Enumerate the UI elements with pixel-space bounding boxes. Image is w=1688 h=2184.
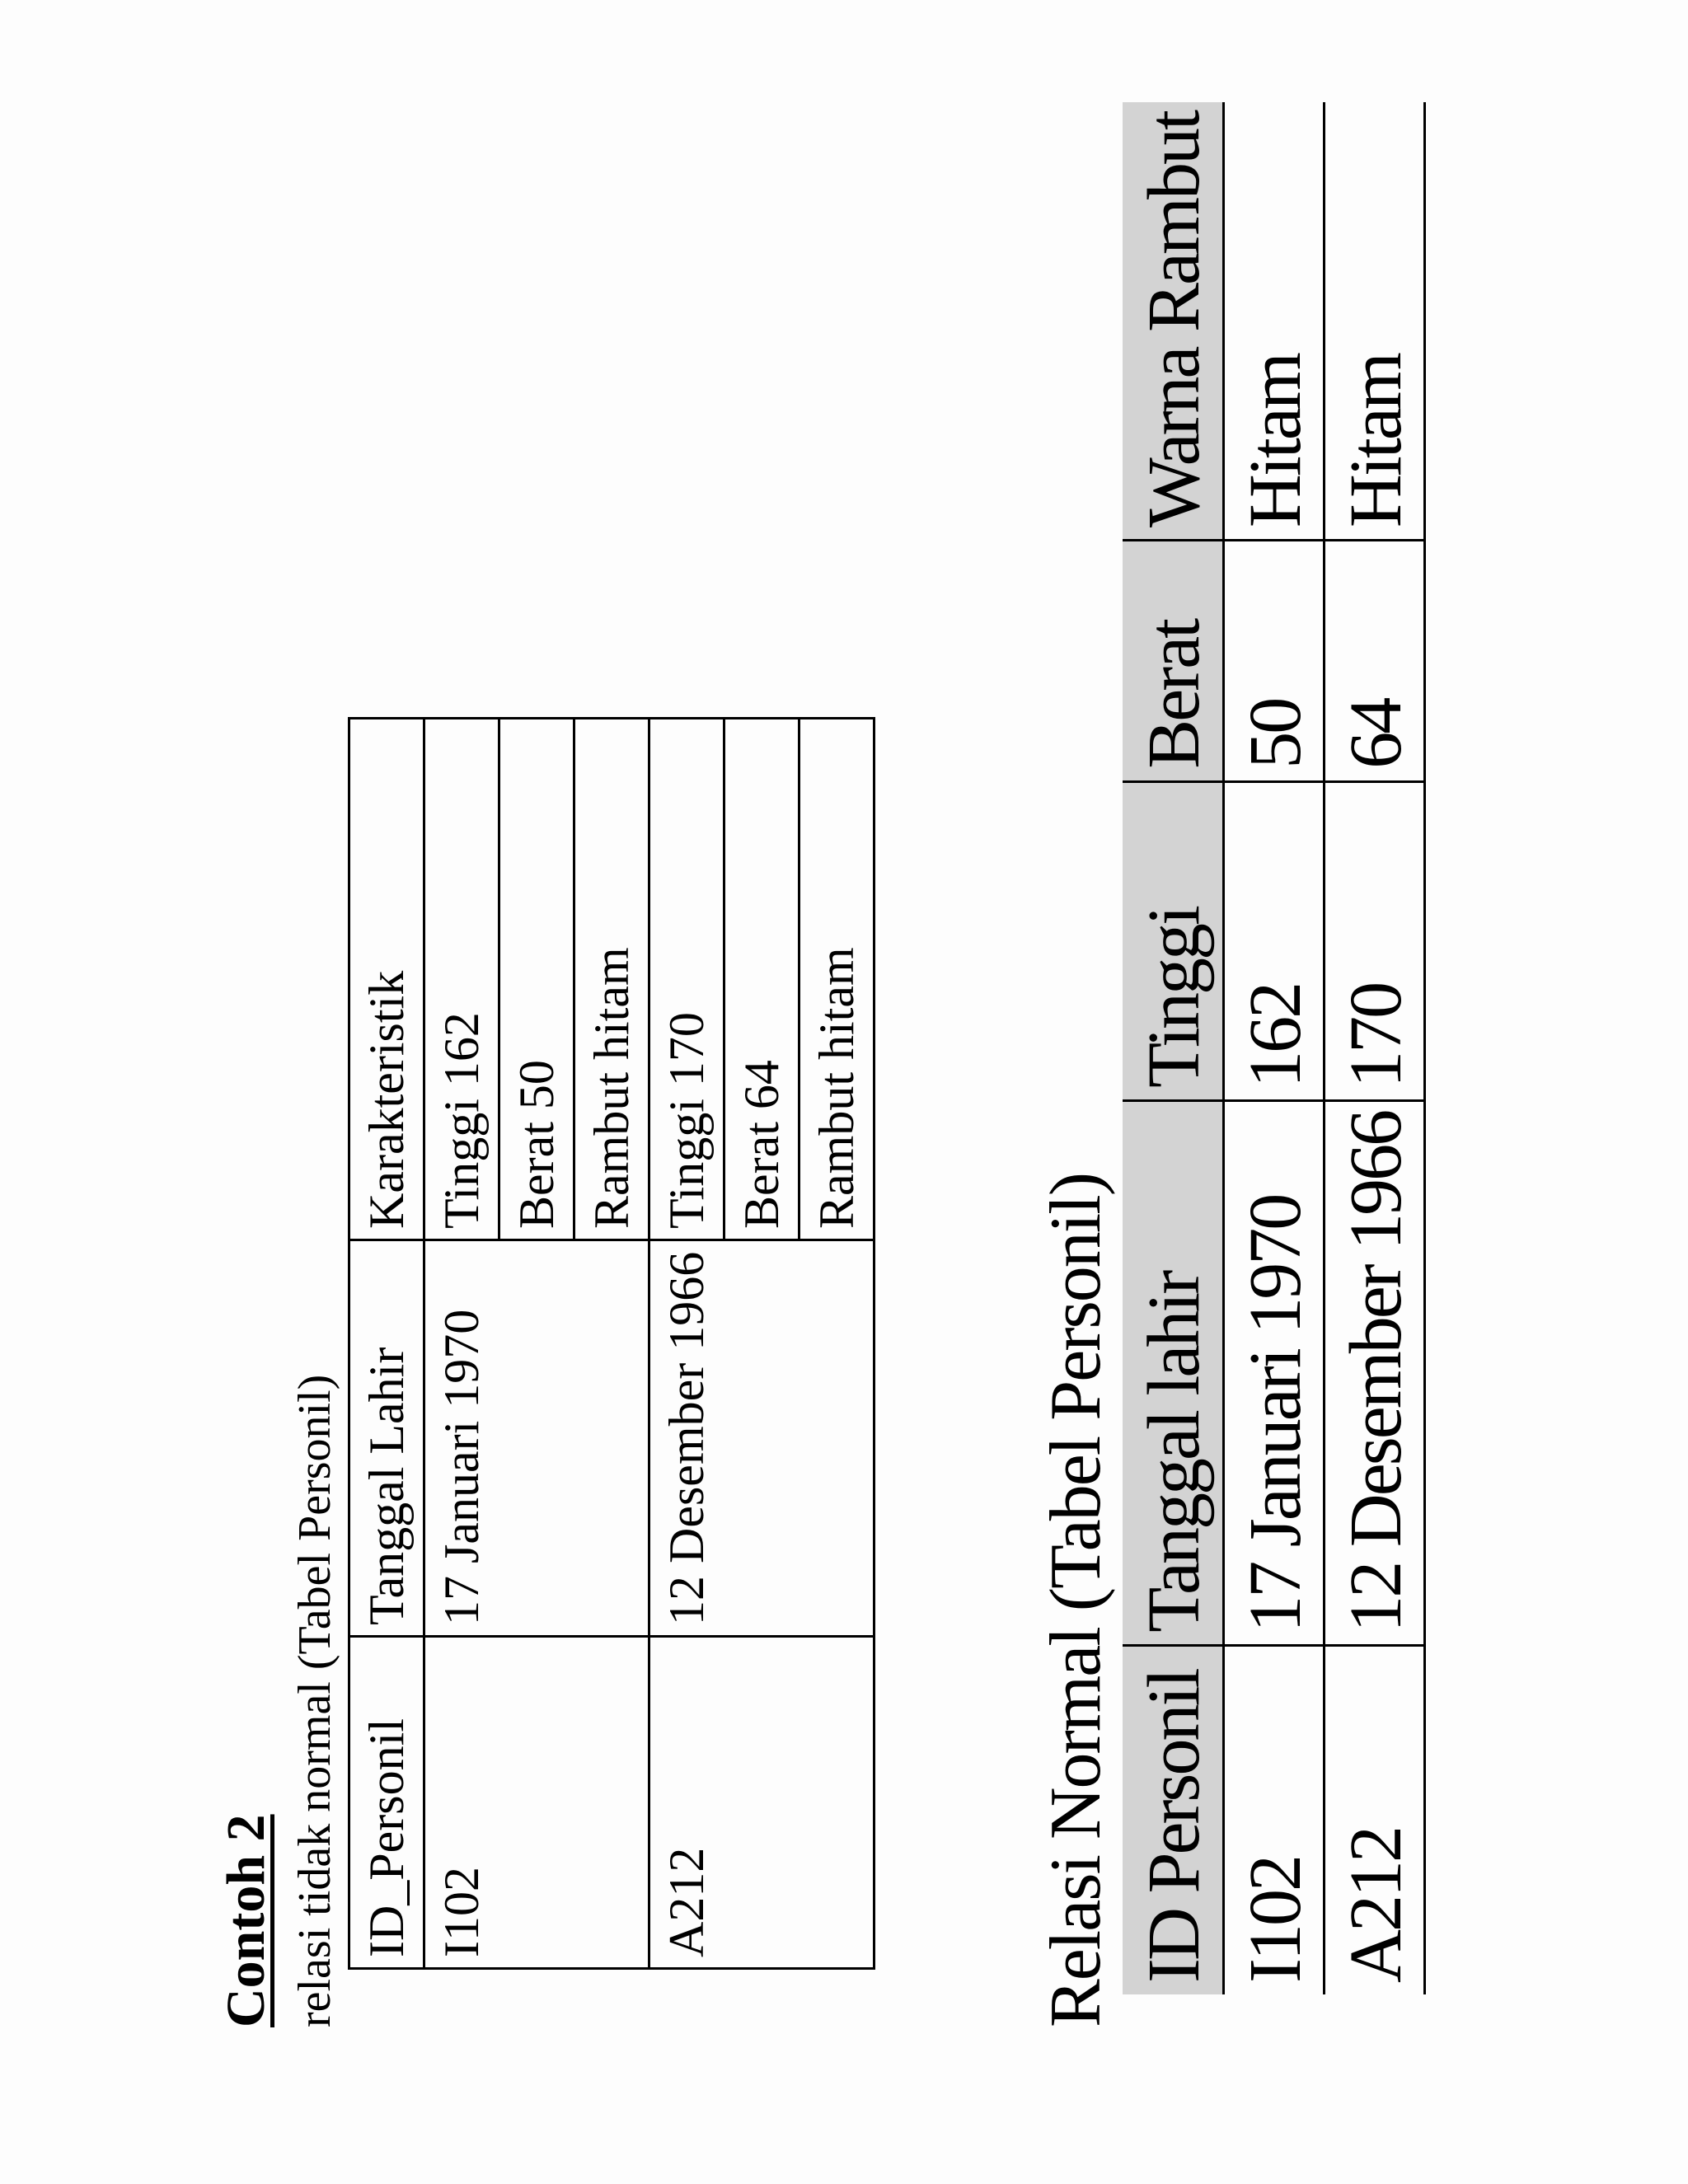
rotated-page — [216, 102, 1634, 2027]
table-cell: Hitam — [1223, 102, 1324, 541]
id-cell: A212 — [649, 1637, 874, 1969]
karakteristik-cell: Tinggi 170 — [649, 719, 724, 1240]
table-cell: A212 — [1324, 1645, 1424, 1994]
table2-caption: Relasi Normal (Tabel Personil) — [1036, 1173, 1116, 2027]
table-cell: 50 — [1223, 541, 1324, 782]
header-cell: Karakteristik — [349, 719, 424, 1240]
karakteristik-cell: Rambut hitam — [799, 719, 874, 1240]
table-cell: 17 Januari 1970 — [1223, 1100, 1324, 1645]
normalized-table — [1123, 102, 1426, 1994]
table-cell: 64 — [1324, 541, 1424, 782]
table1-caption: relasi tidak normal (Tabel Personil) — [289, 1374, 340, 2027]
table-row — [1324, 102, 1424, 1994]
date-cell: 12 Desember 1966 — [649, 1240, 874, 1637]
table-cell: 162 — [1223, 781, 1324, 1100]
table-header-row — [349, 719, 424, 1969]
header-cell: ID Personil — [1123, 1645, 1223, 1994]
karakteristik-cell: Tinggi 162 — [424, 719, 499, 1240]
header-cell: Tinggi — [1123, 781, 1223, 1100]
header-cell: Berat — [1123, 541, 1223, 782]
header-cell: Warna Rambut — [1123, 102, 1223, 541]
table-cell: 12 Desember 1966 — [1324, 1100, 1424, 1645]
karakteristik-cell: Berat 64 — [724, 719, 799, 1240]
karakteristik-cell: Berat 50 — [499, 719, 574, 1240]
table-row — [649, 719, 724, 1969]
header-cell: ID_Personil — [349, 1637, 424, 1969]
table-header-row — [1123, 102, 1223, 1994]
table-cell: 170 — [1324, 781, 1424, 1100]
header-cell: Tanggal lahir — [1123, 1100, 1223, 1645]
date-cell: 17 Januari 1970 — [424, 1240, 649, 1637]
table-row — [1223, 102, 1324, 1994]
header-cell: Tanggal Lahir — [349, 1240, 424, 1637]
table-row — [424, 719, 499, 1969]
karakteristik-cell: Rambut hitam — [574, 719, 649, 1240]
unnormalized-table — [348, 717, 875, 1970]
id-cell: I102 — [424, 1637, 649, 1969]
heading: Contoh 2 — [216, 1814, 276, 2027]
table-cell: Hitam — [1324, 102, 1424, 541]
table-cell: I102 — [1223, 1645, 1324, 1994]
